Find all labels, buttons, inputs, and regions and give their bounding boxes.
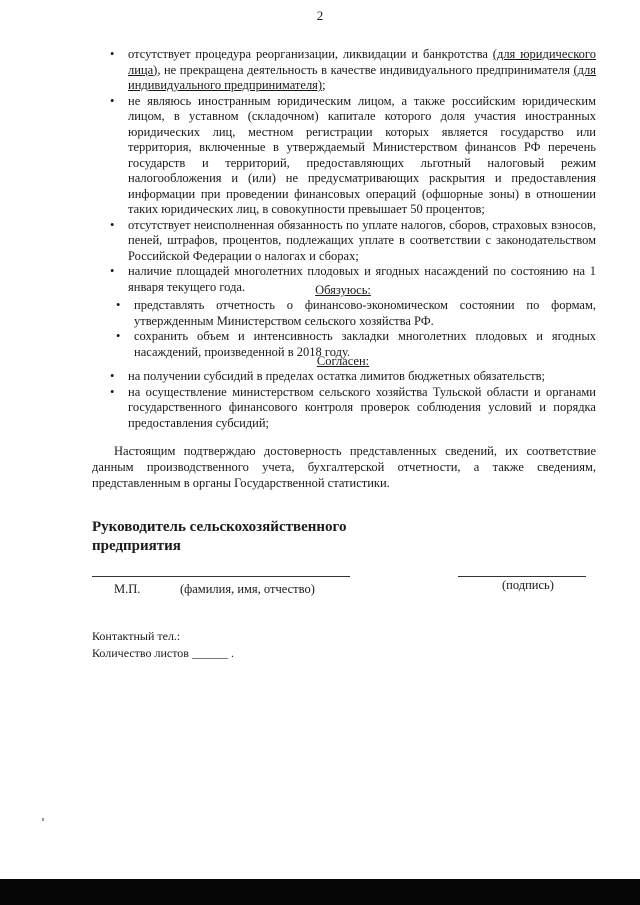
- list-item: • представлять отчетность о финансово-экономическом состоянии по формам, утвержденным Министерством сельского хозяйства РФ.: [116, 298, 596, 328]
- list-item-text: отсутствует неисполненная обязанность по уплате налогов, сборов, страховых взносов, пеней, штрафов, процентов, подлежащих уплате в соответствии с законодательством Российской Федерации о налогах и сборах;: [128, 217, 596, 263]
- list-item-text: отсутствует процедура реорганизации, ликвидации и банкротства (для юридического лица), не прекращена деятельность в качестве индивидуального предпринимателя (для индивидуального предпринимателя);: [128, 47, 596, 92]
- list-item: • не являюсь иностранным юридическим лицом, а также российским юридическим лицом, в уставном (складочном) капитале которого доля участия иностранных юридических лиц, местном регистрации которых является государство или территория, включенные в утверждаемый Министерством финансов РФ перечень государств и территорий, предоставляющих льготный налоговый режим налогообложения и (или) не предусматривающих раскрытия и предоставления информации при проведении финансовых операций (офшорные зоны) в отношении таких юридических лиц, в совокупности превышает 50 процентов;: [110, 93, 596, 216]
- list-item: • отсутствует неисполненная обязанность по уплате налогов, сборов, страховых взносов, пеней, штрафов, процентов, подлежащих уплате в соответствии с законодательством Российской Федерации о налогах и сборах;: [110, 217, 596, 263]
- signature-caption: (подпись): [502, 578, 554, 592]
- list-item-text: на осуществление министерством сельского хозяйства Тульской области и органами государственного финансового контроля проверок соблюдения условий и порядка предоставления субсидий;: [128, 384, 596, 430]
- list-item: • на получении субсидий в пределах остатка лимитов бюджетных обязательств;: [110, 369, 545, 383]
- name-signature-line: [92, 576, 350, 577]
- signatory-title: [92, 518, 346, 556]
- list-item-text: наличие площадей многолетних плодовых и ягодных насаждений по состоянию на 1 января текущего года.: [128, 264, 596, 294]
- page-number: 2: [316, 8, 324, 23]
- list-item-text: не являюсь иностранным юридическим лицом, а также российским юридическим лицом, в уставном (складочном) капитале которого доля участия иностранных юридических лиц, местном регистрации которых является государство или территория, включенные в утверждаемый Министерством финансов РФ перечень государств и территорий, предоставляющих льготный налоговый режим налогообложения и (или) не предусматривающих раскрытия и предоставления информации при проведении финансовых операций (офшорные зоны) в отношении таких юридических лиц, в совокупности превышает 50 процентов;: [128, 93, 596, 216]
- list-item-text: сохранить объем и интенсивность закладки многолетних плодовых и ягодных насаждений, произведенной в 2018 году.: [134, 329, 596, 359]
- signatory-title-line1: Руководитель сельскохозяйственного: [92, 519, 347, 535]
- conditions-list: [110, 47, 596, 295]
- obligations-list: [116, 298, 596, 360]
- list-item-text: представлять отчетность о финансово-экономическом состоянии по формам, утвержденным Министерством сельского хозяйства РФ.: [134, 298, 596, 328]
- scan-edge-bar: [0, 879, 640, 905]
- signature-line: [458, 576, 586, 577]
- contact-phone-label: Контактный тел.:: [92, 629, 181, 643]
- list-item: • на осуществление министерством сельского хозяйства Тульской области и органами государственного финансового контроля проверок соблюдения условий и порядка предоставления субсидий;: [110, 384, 596, 430]
- name-caption: (фамилия, имя, отчество): [180, 582, 315, 596]
- scan-speck: [42, 818, 44, 821]
- consent-heading: Согласен:: [316, 354, 370, 368]
- signatory-title-line2: предприятия: [92, 538, 181, 554]
- sheet-count-label: Количество листов ______ .: [92, 646, 234, 660]
- list-item: • отсутствует процедура реорганизации, ликвидации и банкротства (для юридического лица), не прекращена деятельность в качестве индивидуального предпринимателя (для индивидуального предпринимателя);: [110, 47, 596, 92]
- consent-list: [110, 369, 596, 431]
- confirmation-paragraph: Настоящим подтверждаю достоверность представленных сведений, их соответствие данным производственного учета, бухгалтерской отчетности, а также сведениям, представленным в органы Государственной статистики.: [92, 444, 596, 490]
- list-item: • сохранить объем и интенсивность закладки многолетних плодовых и ягодных насаждений, произведенной в 2018 году.: [116, 329, 596, 359]
- stamp-label: М.П.: [114, 582, 141, 596]
- obligations-heading: Обязуюсь:: [315, 283, 371, 297]
- list-item: • наличие площадей многолетних плодовых и ягодных насаждений по состоянию на 1 января текущего года.: [110, 264, 596, 294]
- list-item-text: на получении субсидий в пределах остатка лимитов бюджетных обязательств;: [128, 369, 545, 383]
